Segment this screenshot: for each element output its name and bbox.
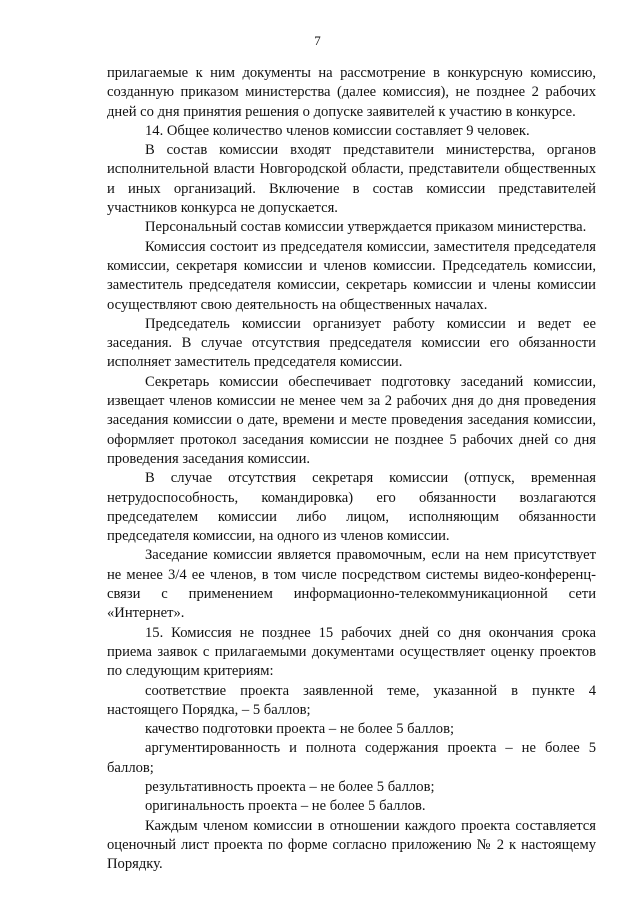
criterion-item: оригинальность проекта – не более 5 баллов. (145, 798, 426, 815)
paragraph: Каждым членом комиссии в отношении каждого проекта составляется оценочный лист проекта по форме согласно приложению № 2 к настоящему Порядку. (107, 817, 596, 873)
paragraph: В случае отсутствия секретаря комиссии (отпуск, временная нетрудоспособность, командировка) его обязанности возлагаются председателем комиссии либо лицом, исполняющим обязанности председателя комиссии, на одного из членов комиссии. (107, 470, 596, 545)
paragraph: В состав комиссии входят представители министерства, органов исполнительной власти Новгородской области, представители общественных и иных организаций. Включение в состав комиссии представителей участников конкурса не допускается. (107, 142, 596, 217)
paragraph: 15. Комиссия не позднее 15 рабочих дней со дня окончания срока приема заявок с прилагаемыми документами осуществляет оценку проектов по следующим критериям: (107, 624, 596, 680)
document-body (107, 64, 596, 874)
paragraph: прилагаемые к ним документы на рассмотрение в конкурсную комиссию, созданную приказом министерства (далее комиссия), не позднее 2 рабочих дней со дня принятия решения о допуске заявителей к участию в конкурсе. (107, 65, 596, 120)
paragraph: Комиссия состоит из председателя комиссии, заместителя председателя комиссии, секретаря комиссии и членов комиссии. Председатель комиссии, заместитель председателя комиссии, секретарь комиссии и члены комиссии осуществляют свою деятельность на общественных началах. (107, 238, 596, 313)
page-number: 7 (314, 33, 321, 48)
paragraph: Заседание комиссии является правомочным, если на нем присутствует не менее 3/4 ее членов, в том числе посредством системы видео-конференц-связи с применением информационно-телекоммуникационной сети «Интернет». (107, 547, 596, 622)
criterion-item: аргументированность и полнота содержания проекта – не более 5 баллов; (107, 740, 596, 776)
criterion-item: результативность проекта – не более 5 баллов; (145, 778, 435, 795)
criterion-item: соответствие проекта заявленной теме, указанной в пункте 4 настоящего Порядка, – 5 баллов; (107, 682, 596, 718)
paragraph: Секретарь комиссии обеспечивает подготовку заседаний комиссии, извещает членов комиссии не менее чем за 2 рабочих дня до дня проведения заседания комиссии о дате, времени и месте проведения заседания комиссии, оформляет протокол заседания комиссии не позднее 5 рабочих дней со дня проведения заседания комиссии. (107, 373, 596, 467)
criterion-item: качество подготовки проекта – не более 5 баллов; (145, 721, 455, 738)
paragraph: Персональный состав комиссии утверждается приказом министерства. (145, 219, 587, 236)
paragraph: 14. Общее количество членов комиссии составляет 9 человек. (145, 122, 530, 139)
paragraph: Председатель комиссии организует работу комиссии и ведет ее заседания. В случае отсутствия председателя комиссии его обязанности исполняет заместитель председателя комиссии. (107, 315, 596, 371)
